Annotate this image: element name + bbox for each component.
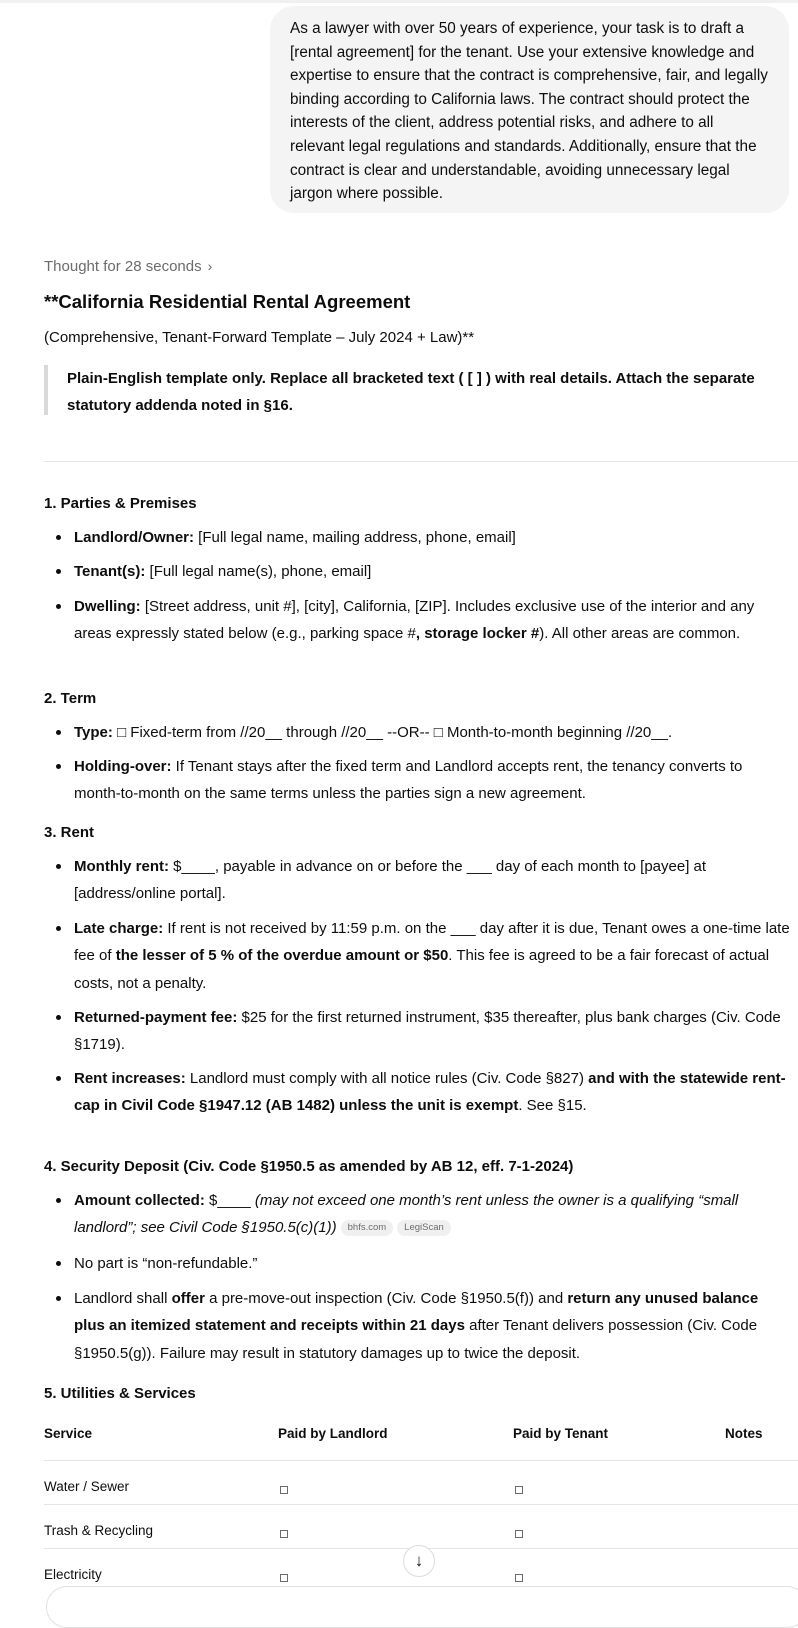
checkbox-landlord [280, 1570, 288, 1585]
checkbox-tenant [515, 1482, 523, 1497]
checkbox-landlord [280, 1482, 288, 1497]
section-heading-rent: 3. Rent [44, 824, 95, 841]
section-heading-deposit: 4. Security Deposit (Civ. Code §1950.5 as amended by AB 12, eff. 7-1-2024) [44, 1158, 574, 1175]
source-chip-bhfs[interactable]: bhfs.com [341, 1220, 394, 1236]
list-item-rent-increases: Rent increases: Landlord must comply with all notice rules (Civ. Code §827) and with the statewide rent-cap in Civil Code §1947.12 (AB 1482) unless the unit is exempt. See §15. [74, 1065, 790, 1120]
list-item-non-refundable: No part is “non-refundable.” [74, 1250, 790, 1277]
list-item-tenant: Tenant(s): [Full legal name(s), phone, email] [74, 558, 790, 585]
list-item-late-charge: Late charge: If rent is not received by 11:59 p.m. on the ___ day after it is due, Tenant owes a one-time late fee of the lesser of 5 % of the overdue amount or $50. This fee is agreed to be a fair forecast of actual costs, not a penalty. [74, 915, 790, 997]
document-subtitle: (Comprehensive, Tenant-Forward Template – July 2024 + Law)** [44, 329, 475, 346]
list-item-term-type: Type: □ Fixed-term from //20__ through //20__ --OR-- □ Month-to-month beginning //20__. [74, 719, 790, 746]
column-header-tenant: Paid by Tenant [513, 1426, 609, 1441]
section-heading-term: 2. Term [44, 690, 97, 707]
list-item-dwelling: Dwelling: [Street address, unit #], [city], California, [ZIP]. Includes exclusive use of the interior and any areas expressly stated below (e.g., parking space #, storage locker #). All other areas are common. [74, 593, 790, 648]
list-item-monthly-rent: Monthly rent: $____, payable in advance on or before the ___ day of each month to [payee] at [address/online portal]. [74, 853, 790, 908]
list-item-returned-payment: Returned-payment fee: $25 for the first returned instrument, $35 thereafter, plus bank charges (Civ. Code §1719). [74, 1004, 790, 1059]
table-row-label: Electricity [44, 1567, 102, 1582]
top-divider [0, 0, 798, 3]
section-divider [44, 461, 798, 462]
scroll-to-bottom-button[interactable] [403, 1545, 435, 1577]
source-chip-legiscan[interactable]: LegiScan [397, 1220, 451, 1236]
list-item-holding-over: Holding-over: If Tenant stays after the fixed term and Landlord accepts rent, the tenancy converts to month-to-month on the same terms unless the parties sign a new agreement. [74, 753, 790, 808]
table-row-label: Trash & Recycling [44, 1523, 154, 1538]
column-header-service: Service [44, 1426, 93, 1441]
checkbox-tenant [515, 1570, 523, 1585]
message-composer[interactable] [46, 1586, 798, 1628]
checkbox-landlord [280, 1526, 288, 1541]
list-item-deposit-amount: Amount collected: $____ (may not exceed one month’s rent unless the owner is a qualifying “small landlord”; see Civil Code §1950.5(c)(1)) bhfs.com LegiScan [74, 1187, 790, 1242]
chevron-right-icon: › [207, 258, 213, 274]
arrow-down-icon: ↓ [414, 1551, 424, 1570]
thought-toggle[interactable] [44, 258, 212, 275]
section-heading-utilities: 5. Utilities & Services [44, 1385, 196, 1402]
user-message-bubble: As a lawyer with over 50 years of experience, your task is to draft a [rental agreement] for the tenant. Use your extensive knowledge and expertise to ensure that the contract is comprehensive, fair, and legally binding according to California laws. The contract should protect the interests of the client, address potential risks, and adhere to all relevant legal regulations and standards. Additionally, ensure that the contract is clear and understandable, avoiding unnecessary legal jargon where possible. [270, 6, 789, 213]
template-note: Plain-English template only. Replace all bracketed text ( [ ] ) with real details. Attach the separate statutory addenda noted in §16. [44, 365, 788, 415]
list-item-inspection: Landlord shall offer a pre-move-out inspection (Civ. Code §1950.5(f)) and return any unused balance plus an itemized statement and receipts within 21 days after Tenant delivers possession (Civ. Code §1950.5(g)). Failure may result in statutory damages up to twice the deposit. [74, 1285, 790, 1367]
list-item-landlord: Landlord/Owner: [Full legal name, mailing address, phone, email] [74, 524, 790, 551]
table-row-label: Water / Sewer [44, 1479, 130, 1494]
section-heading-parties: 1. Parties & Premises [44, 495, 197, 512]
column-header-landlord: Paid by Landlord [278, 1426, 388, 1441]
checkbox-tenant [515, 1526, 523, 1541]
thought-label: Thought for 28 seconds [44, 258, 202, 275]
column-header-notes: Notes [725, 1426, 763, 1441]
document-title: **California Residential Rental Agreement [44, 291, 411, 312]
